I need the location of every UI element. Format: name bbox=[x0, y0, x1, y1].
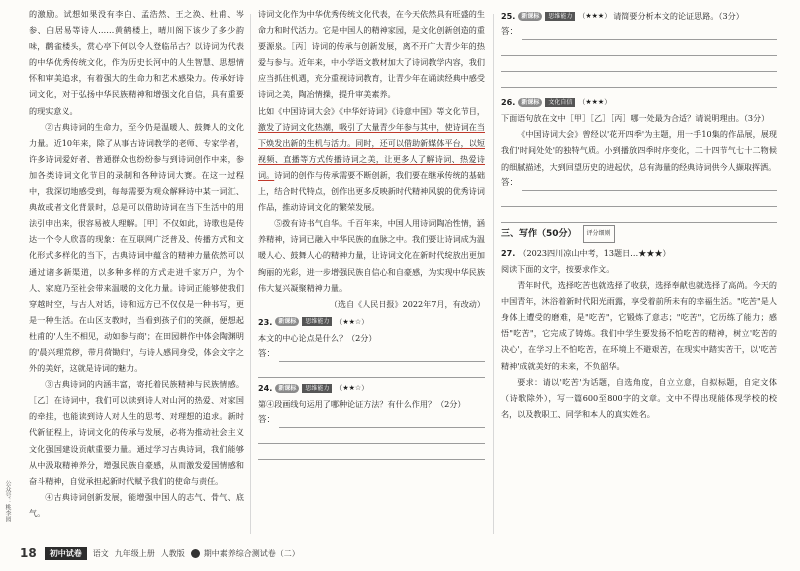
question-25-text: 请简要分析本文的论证思路。（3分） bbox=[613, 11, 744, 21]
difficulty-stars: （★★★） bbox=[578, 12, 612, 20]
paragraph-5: ⑤拨有诗书气自华。千百年来，中国人用诗词陶冶性情，涵养精神，诗词已融入中华民族的血脉之中。我们要让诗词成为温暖人心、鼓舞人心的精神力量，让诗词文化在新时代绽放出更加绚丽的光彩，进一步增强民族自信心和自豪感，为实现中华民族伟大复兴凝聚精神力量。 bbox=[258, 218, 485, 293]
ability-tag: 思维能力 bbox=[545, 12, 575, 21]
page-footer bbox=[20, 546, 306, 560]
answer-row-26 bbox=[501, 175, 777, 191]
example-text: 比如《中国诗词大会》《中华好诗词》《诗意中国》等文化节目， bbox=[258, 105, 485, 116]
answer-label: 答： bbox=[501, 177, 519, 188]
answer-line[interactable] bbox=[279, 346, 485, 362]
page-number: 18 bbox=[20, 546, 37, 560]
side-label: 公众号：桃李园 bbox=[4, 480, 11, 522]
difficulty-stars: （★★☆） bbox=[335, 317, 369, 326]
question-23-number: 23. bbox=[258, 316, 273, 327]
difficulty-stars: （★★★） bbox=[578, 98, 612, 107]
question-25-number: 25. bbox=[501, 11, 516, 21]
answer-label: 答： bbox=[258, 415, 276, 426]
ability-tag: 思维能力 bbox=[302, 384, 332, 393]
question-27-text: 阅读下面的文字，按要求作文。 bbox=[501, 263, 615, 274]
question-27-number: 27. bbox=[501, 247, 516, 258]
essay-prompt-passage: 青年时代，选择吃苦也就选择了收获，选择奉献也就选择了高尚。今天的中国青年，沐浴着新时代阳光雨露，享受着前所未有的幸福生活。"吃苦"是人身体上遭受的磨难，是"吃苦"，它锻炼了意志；"吃苦"，它历练了能力；感悟"吃苦"，它完成了铸炼。我们中学生要发扬不怕吃苦的精神，树立'吃苦的决心'，在学习上不怕吃苦，在环境上不避艰苦，在现实中踏实苦干，以'吃苦精神'成就美好的未来，不负韶华。 bbox=[501, 280, 777, 371]
example-rest: 诗词的创作与传承需要不断创新，我们要在继承传统的基础上，结合时代特点，创作出更多反映新时代精神风貌的优秀诗词作品，推动诗词文化的繁荣发展。 bbox=[258, 169, 485, 213]
answer-line[interactable] bbox=[501, 40, 777, 56]
section-title-text: 三、写作（50分） bbox=[501, 228, 577, 239]
question-27-source: （2023四川凉山中考，13题日…★★★） bbox=[518, 247, 671, 258]
edition-label: 人教版 bbox=[160, 548, 185, 558]
paragraph-4: ④古典诗词创新发展，能增强中国人的志气、骨气、底气。 bbox=[29, 491, 244, 518]
answer-line[interactable] bbox=[501, 191, 777, 207]
underlined-sentence: 激发了诗词文化热潮，吸引了大量青少年参与其中，使诗词在当下焕发出新的生机与活力。同时，还可以借助新媒体平台，以短视频、直播等方式传播诗词之美，让更多人了解诗词、热爱诗词。 bbox=[258, 121, 485, 180]
answer-line[interactable] bbox=[501, 207, 777, 223]
question-26-number: 26. bbox=[501, 97, 516, 108]
answer-label: 答： bbox=[501, 27, 519, 38]
answer-label: 答： bbox=[258, 348, 276, 359]
writing-section-title bbox=[501, 225, 777, 243]
answer-line[interactable] bbox=[258, 444, 485, 460]
answer-line[interactable] bbox=[501, 72, 777, 88]
difficulty-stars: （★★☆） bbox=[335, 384, 369, 393]
answer-line[interactable] bbox=[501, 56, 777, 72]
grade-label: 九年级上册 bbox=[114, 548, 155, 558]
answer-row-24 bbox=[258, 412, 485, 428]
paragraph-3: ③古典诗词的内涵丰富，寄托着民族精神与民族情感。［乙］在诗词中，我们可以读到诗人对山河的热爱、对家国的牵挂，也能读到诗人对人生的思考、对理想的追求。新时代新征程上，诗词文化的传承与发展，必将为推动社会主义文化强国建设贡献重要力量。通过学习古典诗词，我们能够从中汲取精神养分，增强民族自豪感，从而激发爱国情感和奋斗精神，自觉承担起新时代赋予我们的使命与责任。 bbox=[29, 379, 244, 486]
question-25 bbox=[501, 8, 777, 24]
question-24-number: 24. bbox=[258, 383, 273, 394]
column-3 bbox=[501, 6, 777, 422]
question-24 bbox=[258, 380, 485, 412]
question-26-quote: 《中国诗词大会》曾经以'花开四季'为主题，用一手10集的作品展，展现我们'时间处处'的独特气质。小到播放四季时序变化，二十四节气七十二物候的细腻描述，大到回望历史的进起伏，总有海量的经典诗词供今人撷取挥洒。 bbox=[501, 129, 777, 172]
question-24-text: 第④段画线句运用了哪种论证方法？有什么作用？（2分） bbox=[258, 399, 466, 410]
question-23 bbox=[258, 314, 485, 346]
question-23-text: 本文的中心论点是什么？（2分） bbox=[258, 332, 377, 343]
subject-label: 语文 bbox=[92, 548, 109, 558]
answer-row-25 bbox=[501, 24, 777, 40]
answer-line[interactable] bbox=[279, 412, 485, 428]
ability-tag: 思维能力 bbox=[302, 317, 332, 326]
answer-line[interactable] bbox=[522, 175, 777, 191]
test-title: 期中素养综合测试卷（二） bbox=[203, 548, 300, 558]
paragraph-4-example bbox=[258, 103, 485, 216]
essay-requirements: 要求：请以'吃苦'为话题，自选角度，自立立意，自拟标题，自定文体（诗歌除外），写一篇600至800字的文章。文中不得出现能体现学校的校名，以及教职工、同学和本人的真实姓名。 bbox=[501, 376, 777, 419]
answer-line[interactable] bbox=[258, 428, 485, 444]
column-1 bbox=[29, 6, 244, 521]
new-curriculum-badge: 新课标 bbox=[518, 12, 542, 21]
question-26 bbox=[501, 94, 777, 126]
bullet-icon bbox=[191, 549, 200, 558]
new-curriculum-badge: 新课标 bbox=[518, 98, 542, 107]
answer-line[interactable] bbox=[522, 24, 777, 40]
column-2 bbox=[258, 6, 485, 460]
new-curriculum-badge: 新课标 bbox=[275, 384, 299, 393]
ability-tag: 文化自信 bbox=[545, 98, 575, 107]
brand-label: 初中试卷 bbox=[45, 547, 87, 560]
paragraph-2: ②古典诗词的生命力，至今仍是温暖人、鼓舞人的文化力量。近10年来，除了从事古诗词教学的老师、专家学者，许多诗词爱好者、普通群众也纷纷参与到诗词创作中来，参加各类诗词文化节目的录制和各种诗词大赛。在这一过程中，我深切地感受到，每每需要为观众解释诗中某一词汇、典故或者文化背景时，总是可以借助诗词在当下生活中的用法引申出来，很容易被人理解。［甲］不仅如此，诗歌也是传达一个令人欣喜的现象：在互联网广泛普及、传播方式和文化形式多样化的当下，古典诗词中蕴含的精神力量依然可以通过诸多新渠道，以多种多样的方式走进千家万户，为个人、家庭乃至社会带来温暖的文化力量。诗词正能够使我们穿越时空，与古人对话，诗和远方已不仅仅是一种书写，更是一种生活。在山区支教时，当看到孩子们的笑颜，便想起杜甫的'人生不相见，动如参与商'；在田园耕作中体会陶渊明的'晨兴理荒秽，带月荷锄归'，与诗人感同身受，体会文字之外的美好，这就是诗词的魅力。 bbox=[29, 121, 244, 374]
rubric-tag: 评分细则 bbox=[583, 225, 615, 243]
article-source: （选自《人民日报》2022年7月，有改动） bbox=[329, 298, 485, 309]
question-27 bbox=[501, 245, 777, 277]
answer-row-23 bbox=[258, 346, 485, 362]
question-26-text: 下面语句放在文中［甲］［乙］［丙］哪一处最为合适？请说明理由。（3分） bbox=[501, 113, 770, 124]
new-curriculum-badge: 新课标 bbox=[275, 317, 299, 326]
paragraph-1-cont: 的激励。试想如果没有李白、孟浩然、王之涣、杜甫、岑参、白居易等诗人……黄鹤楼上，晴川阁下该少了多少韵味，鹳雀楼头，赏心亭下何以令人登临吊古？以诗词为代表的中华优秀传统文化，作为历史长河中的人生智慧、思想情怀和审美追求，有着强大的生命力和艺术感染力。传承好诗词文化，对于弘扬中华民族精神和增强文化自信，具有重要的现实意义。 bbox=[29, 9, 244, 116]
answer-line[interactable] bbox=[258, 362, 485, 378]
paragraph-4-cont: 诗词文化作为中华优秀传统文化代表，在今天依然具有旺盛的生命力和时代活力。它是中国人的精神家园，是文化创新创造的重要源泉。［丙］诗词的传承与创新发展，离不开广大青少年的热爱与参与。近年来，中小学语文教材加大了诗词教学内容，我们应当抓住机遇，充分重视诗词教育，让青少年在诵读经典中感受诗词之美，陶冶情操，提升审美素养。 bbox=[258, 9, 485, 100]
